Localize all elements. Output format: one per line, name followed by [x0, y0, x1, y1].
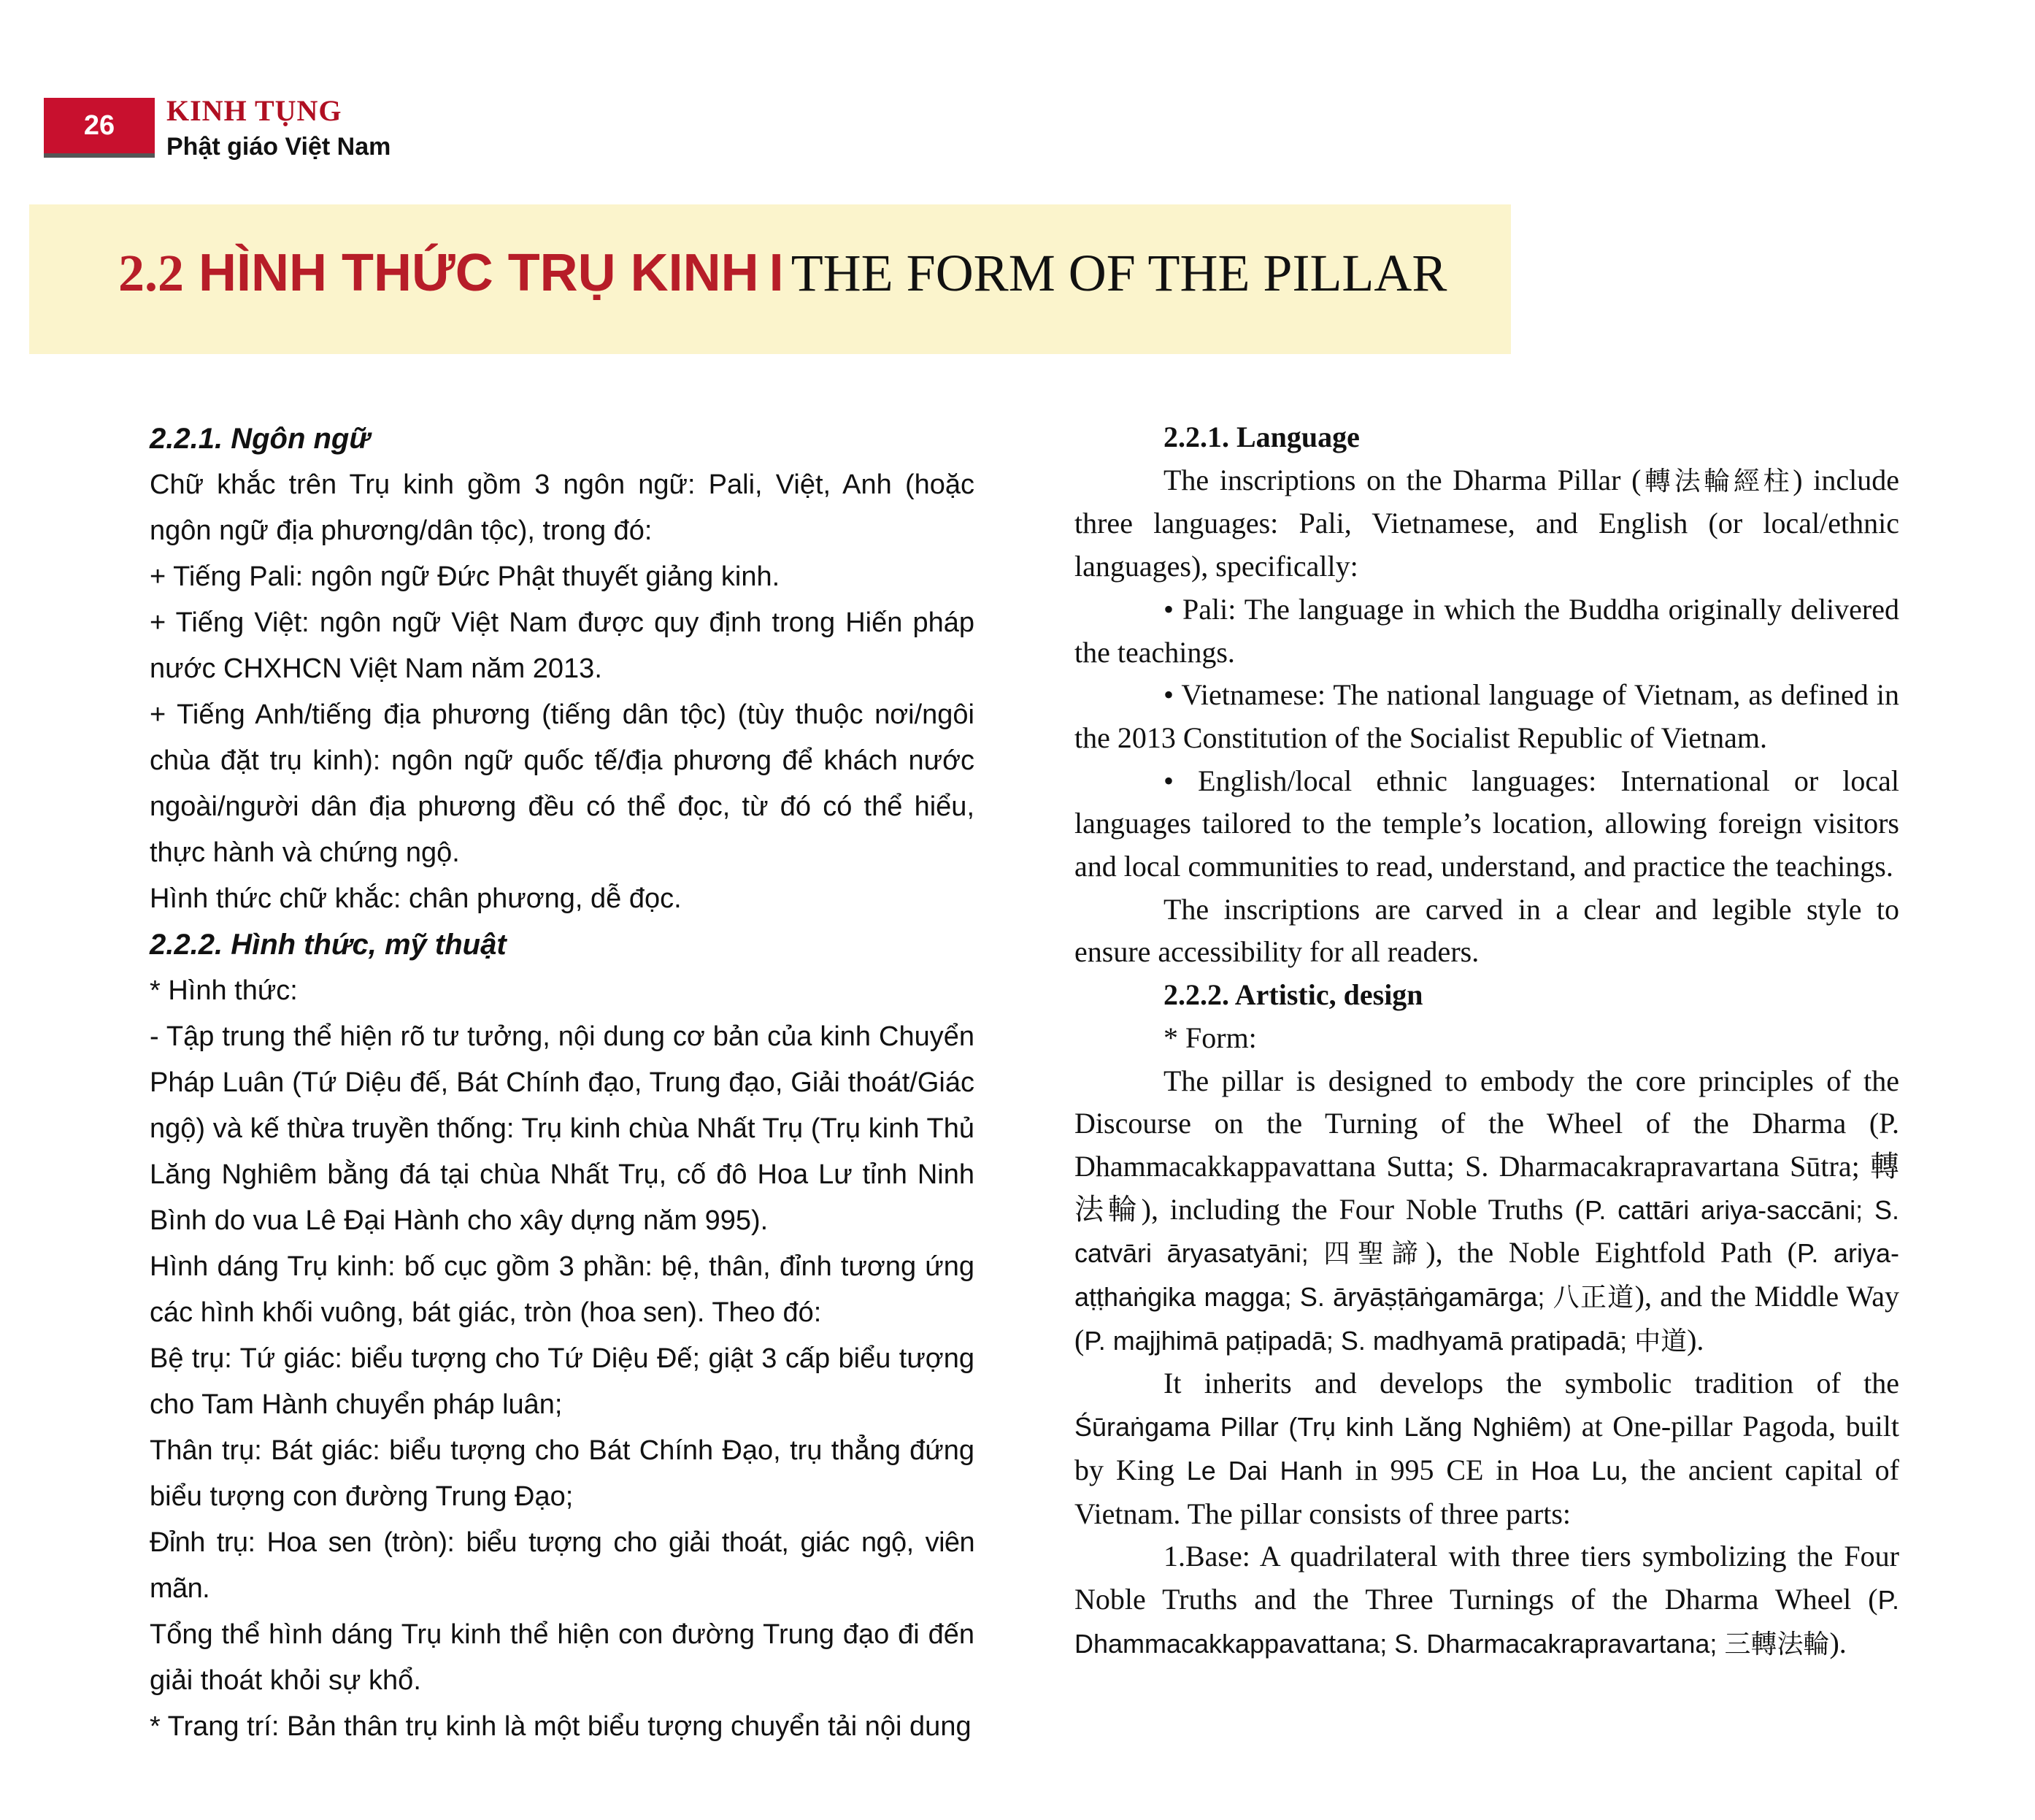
paragraph: The inscriptions are carved in a clear and legible style to ensure accessibility for all readers.	[1074, 892, 1899, 969]
bullet-item: • English/local ethnic languages: International or local languages tailored to the temple’s location, allowing foreign visitors and local communities to read, understand, and practice the teachings.	[1074, 764, 1899, 883]
bullet-item: • Vietnamese: The national language of Vietnam, as defined in the 2013 Constitution of the Socialist Republic of Vietnam.	[1074, 678, 1899, 754]
paragraph: Hình thức chữ khắc: chân phương, dễ đọc.	[150, 883, 682, 914]
paragraph: It inherits and develops the symbolic tradition of the Śūraṅgama Pillar (Trụ kinh Lăng Nghiêm) at One-pillar Pagoda, built by King Le Dai Hanh in 995 CE in Hoa Lu, the ancient capital of Vietnam. The pillar consists of three parts:	[1074, 1367, 1899, 1530]
subheading-language-vi: 2.2.1. Ngôn ngữ	[150, 423, 370, 455]
section-title	[118, 244, 1447, 302]
paragraph: * Trang trí: Bản thân trụ kinh là một biểu tượng chuyển tải nội dung	[150, 1711, 972, 1742]
paragraph: * Form:	[1163, 1021, 1257, 1054]
page-number-badge: 26	[44, 98, 155, 158]
publication-subtitle: Phật giáo Việt Nam	[166, 133, 391, 161]
paragraph: * Hình thức:	[150, 975, 298, 1006]
section-number: 2.2	[118, 244, 184, 302]
paragraph: + Tiếng Pali: ngôn ngữ Đức Phật thuyết giảng kinh.	[150, 561, 780, 592]
paragraph: Chữ khắc trên Trụ kinh gồm 3 ngôn ngữ: Pali, Việt, Anh (hoặc ngôn ngữ địa phương/dân tộc), trong đó:	[150, 469, 974, 546]
section-title-en: THE FORM OF THE PILLAR	[790, 244, 1447, 302]
paragraph: The pillar is designed to embody the core principles of the Discourse on the Turning of the Wheel of the Dharma (P. Dhammacakkappavattana Sutta; S. Dharmacakrapravartana Sūtra; 轉法輪), including the Four Noble Truths (P. cattāri ariya-saccāni; S. catvāri āryasatyāni; 四聖諦), the Noble Eightfold Path (P. ariya-aṭṭhaṅgika magga; S. āryāṣṭāṅgamārga; 八正道), and the Middle Way (P. majjhimā paṭipadā; S. madhyamā pratipadā; 中道).	[1074, 1064, 1899, 1356]
paragraph: + Tiếng Anh/tiếng địa phương (tiếng dân tộc) (tùy thuộc nơi/ngôi chùa đặt trụ kinh): ngôn ngữ quốc tế/địa phương để khách nước ngoài/người dân địa phương đều có thể đọc, từ đó có thể hiểu, thực hành và chứng ngộ.	[150, 699, 974, 868]
subheading-language-en: 2.2.1. Language	[1163, 421, 1360, 453]
publication-title: KINH TỤNG	[166, 94, 342, 127]
paragraph: 1.Base: A quadrilateral with three tiers symbolizing the Four Noble Truths and the Three Turnings of the Dharma Wheel (P. Dhammacakkappavattana; S. Dharmacakrapravartana; 三轉法輪).	[1074, 1540, 1899, 1659]
paragraph: Bệ trụ: Tứ giác: biểu tượng cho Tứ Diệu Đế; giật 3 cấp biểu tượng cho Tam Hành chuyển pháp luân;	[150, 1343, 974, 1420]
bullet-item: • Pali: The language in which the Buddha originally delivered the teachings.	[1074, 592, 1899, 669]
title-separator: I	[769, 244, 784, 302]
section-title-vi: HÌNH THỨC TRỤ KINH	[199, 244, 759, 302]
paragraph: Tổng thể hình dáng Trụ kinh thể hiện con đường Trung đạo đi đến giải thoát khỏi sự khổ.	[150, 1619, 974, 1696]
vietnamese-column	[150, 416, 974, 1750]
subheading-form-en: 2.2.2. Artistic, design	[1163, 978, 1423, 1012]
paragraph: + Tiếng Việt: ngôn ngữ Việt Nam được quy định trong Hiến pháp nước CHXHCN Việt Nam năm 2013.	[150, 607, 974, 684]
subheading-form-vi: 2.2.2. Hình thức, mỹ thuật	[150, 929, 507, 961]
paragraph: Hình dáng Trụ kinh: bố cục gồm 3 phần: bệ, thân, đỉnh tương ứng các hình khối vuông, bát giác, tròn (hoa sen). Theo đó:	[150, 1251, 974, 1328]
paragraph: The inscriptions on the Dharma Pillar (轉法輪經柱) include three languages: Pali, Vietnamese, and English (or local/ethnic languages), specifically:	[1074, 463, 1899, 583]
paragraph: Đỉnh trụ: Hoa sen (tròn): biểu tượng cho giải thoát, giác ngộ, viên mãn.	[150, 1527, 974, 1604]
paragraph: Thân trụ: Bát giác: biểu tượng cho Bát Chính Đạo, trụ thẳng đứng biểu tượng con đường Trung Đạo;	[150, 1435, 974, 1512]
paragraph: - Tập trung thể hiện rõ tư tưởng, nội dung cơ bản của kinh Chuyển Pháp Luân (Tứ Diệu đế, Bát Chính đạo, Trung đạo, Giải thoát/Giác ngộ) và kế thừa truyền thống: Trụ kinh chùa Nhất Trụ (Trụ kinh Thủ Lăng Nghiêm bằng đá tại chùa Nhất Trụ, cố đô Hoa Lư tỉnh Ninh Bình do vua Lê Đại Hành cho xây dựng năm 995).	[150, 1021, 974, 1236]
running-header	[44, 94, 453, 164]
english-column	[1074, 416, 1899, 1665]
